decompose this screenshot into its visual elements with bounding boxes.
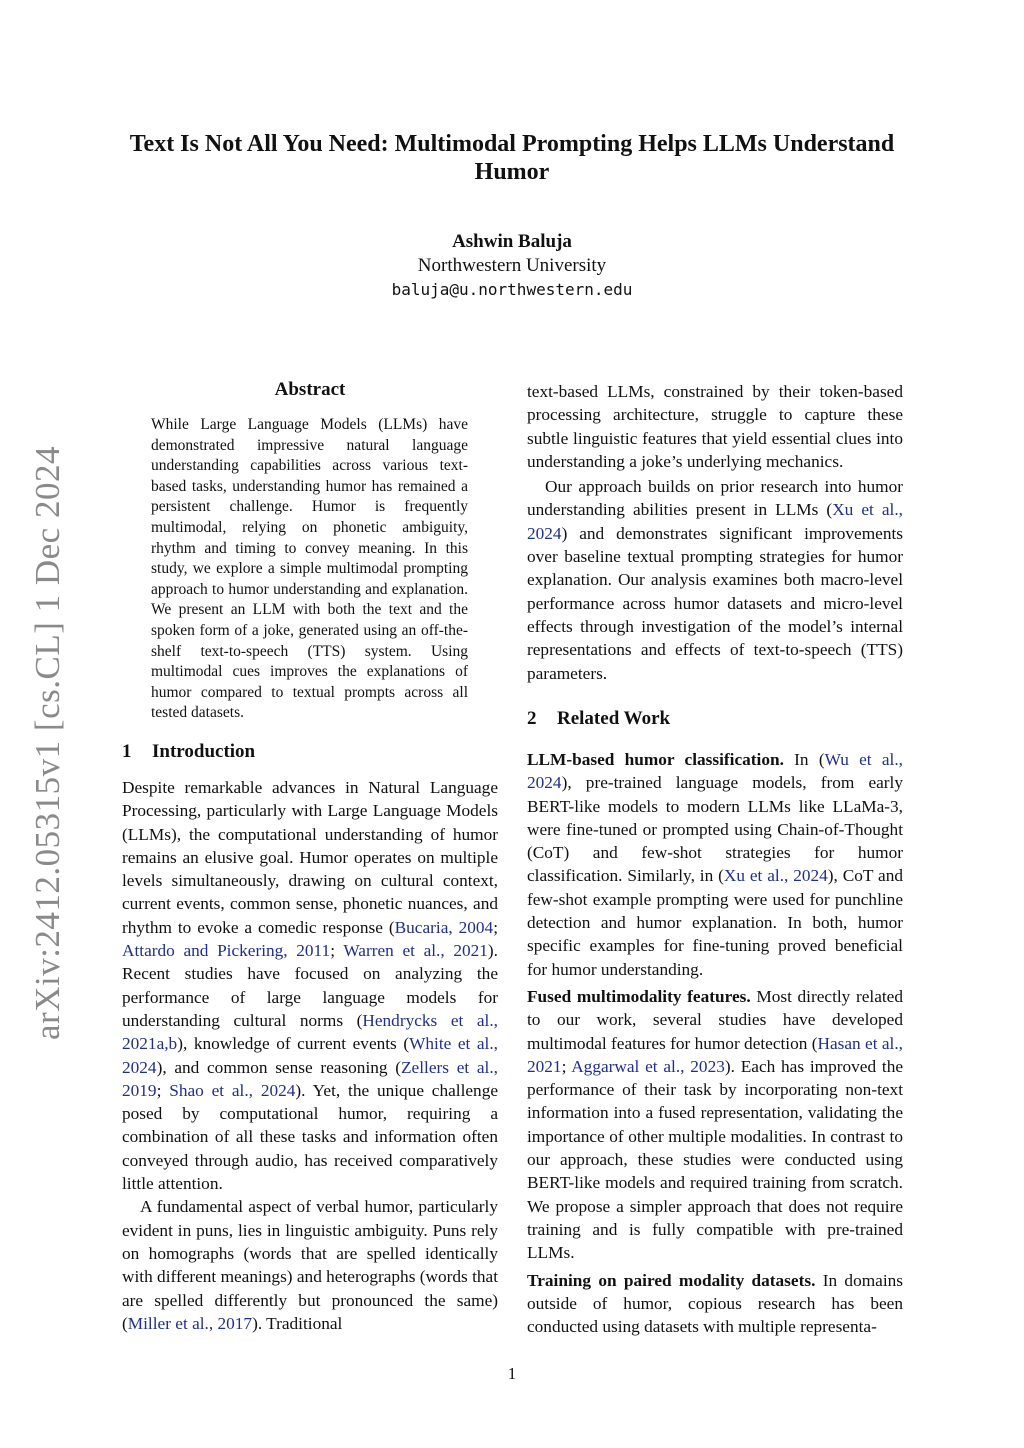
paragraph-run-in-heading: Fused multimodality features. — [527, 986, 751, 1006]
fused-multimodality-paragraph: Fused multimodality features. Most directly related to our work, several studies have developed multimodal features for humor detection (Hasan et al., 2021; Aggarwal et al., 2023). Each has improved the performance of their task by incorporating non-text information into a fused representation, validating the importance of other multiple modalities. In contrast to our approach, these studies were conducted using BERT-like models and required training from scratch. We propose a simpler approach that does not require training and is fully compatible with pre-trained LLMs. — [527, 986, 903, 1263]
section-number: 2 — [527, 708, 537, 729]
author-block — [0, 230, 1024, 302]
section-number: 1 — [122, 741, 132, 762]
citation-link[interactable]: Shao et al., 2024 — [169, 1080, 296, 1100]
left-column-body — [122, 776, 498, 1335]
llm-humor-paragraph: LLM-based humor classification. In (Wu et al., 2024), pre-trained language models, from early BERT-like models to modern LLMs like LLaMa-3, were fine-tuned or prompted using Chain-of-Thought (CoT) and few-shot strategies for humor classification. Similarly, in (Xu et al., 2024), CoT and few-shot example prompting were used for punchline detection and humor explanation. In both, humor specific examples for fine-tuning proved beneficial for humor understanding. — [527, 750, 903, 979]
abstract-heading: Abstract — [274, 379, 346, 400]
citation-link[interactable]: White et al., 2024 — [122, 1034, 499, 1077]
right-column-related-work — [527, 748, 903, 1338]
author-email[interactable]: baluja@u.northwestern.edu — [391, 280, 633, 299]
citation-link[interactable]: Hasan et al., 2021 — [527, 1033, 903, 1076]
right-column-top — [527, 380, 903, 685]
citation-link[interactable]: Wu et al., 2024 — [527, 750, 903, 793]
abstract-text: While Large Language Models (LLMs) have demonstrated impressive natural language understanding capabilities across various text-based tasks, understanding humor has remained a persistent challenge. Humor is frequently multimodal, relying on phonetic ambiguity, rhythm and timing to convey meaning. In this study, we explore a simple multimodal prompting approach to humor understanding and explanation. We present an LLM with both the text and the spoken form of a joke, generated using an off-the-shelf text-to-speech (TTS) system. Using multimodal cues improves the explanations of humor compared to textual prompts across all tested datasets. — [151, 416, 468, 722]
citation-link[interactable]: Xu et al., 2024 — [723, 866, 828, 886]
section-title: Related Work — [557, 708, 671, 729]
citation-link[interactable]: Miller et al., 2017 — [127, 1313, 253, 1333]
section-heading-introduction — [122, 740, 255, 764]
citation-link[interactable]: Xu et al., 2024 — [527, 500, 903, 543]
paragraph-run-in-heading: Training on paired modality datasets. — [527, 1270, 816, 1290]
paragraph-run-in-heading: LLM-based humor classification. — [527, 750, 784, 769]
citation-link[interactable]: Warren et al., 2021 — [343, 941, 488, 961]
arxiv-identifier: arXiv:2412.05315v1 [cs.CL] 1 Dec 2024 — [28, 446, 67, 1040]
section-heading-related-work — [527, 707, 670, 731]
author-name: Ashwin Baluja — [452, 231, 572, 252]
citation-link[interactable]: Aggarwal et al., 2023 — [571, 1056, 725, 1076]
citation-link[interactable]: Attardo and Pickering, 2011 — [122, 941, 331, 961]
intro-paragraph-1: Despite remarkable advances in Natural Language Processing, particularly with Large Language Models (LLMs), the computational understanding of humor remains an elusive goal. Humor operates on multiple levels simultaneously, drawing on cultural context, current events, common sense, phonetic nuances, and rhythm to evoke a comedic response (Bucaria, 2004; Attardo and Pickering, 2011; Warren et al., 2021). Recent studies have focused on analyzing the performance of large language models for understanding cultural norms (Hendrycks et al., 2021a,b), knowledge of current events (White et al., 2024), and common sense reasoning (Zellers et al., 2019; Shao et al., 2024). Yet, the unique challenge posed by computational humor, requiring a combination of all these tasks and information often conveyed through audio, has received comparatively little attention. — [122, 778, 499, 1194]
author-affiliation: Northwestern University — [417, 255, 607, 276]
page-number: 1 — [507, 1364, 517, 1383]
continued-paragraph: text-based LLMs, constrained by their token-based processing architecture, struggle to capture these subtle linguistic features that yield essential clues into understanding a joke’s underlying mechanics. — [527, 382, 903, 471]
section-title: Introduction — [152, 741, 256, 762]
citation-link[interactable]: Bucaria, 2004 — [394, 917, 494, 937]
paper-title: Text Is Not All You Need: Multimodal Prompting Helps LLMs Understand Humor — [129, 131, 895, 185]
intro-paragraph-2: A fundamental aspect of verbal humor, particularly evident in puns, lies in linguistic ambiguity. Puns rely on homographs (words that are spelled identically with different meanings) and heterographs (words that are spelled differently but pronounced the same) (Miller et al., 2017). Traditional — [122, 1197, 498, 1333]
citation-link[interactable]: Zellers et al., 2019 — [122, 1057, 498, 1100]
approach-paragraph: Our approach builds on prior research into humor understanding abilities present in LLMs (Xu et al., 2024) and demonstrates significant improvements over baseline textual prompting strategies for humor explanation. Our analysis examines both macro-level performance across humor datasets and micro-level effects through investigation of the model’s internal representations and effects of text-to-speech (TTS) parameters. — [527, 477, 903, 683]
citation-link[interactable]: Hendrycks et al., 2021a,b — [122, 1010, 498, 1054]
paired-modality-paragraph: Training on paired modality datasets. In domains outside of humor, copious research has been conducted using datasets with multiple representa- — [527, 1270, 903, 1337]
